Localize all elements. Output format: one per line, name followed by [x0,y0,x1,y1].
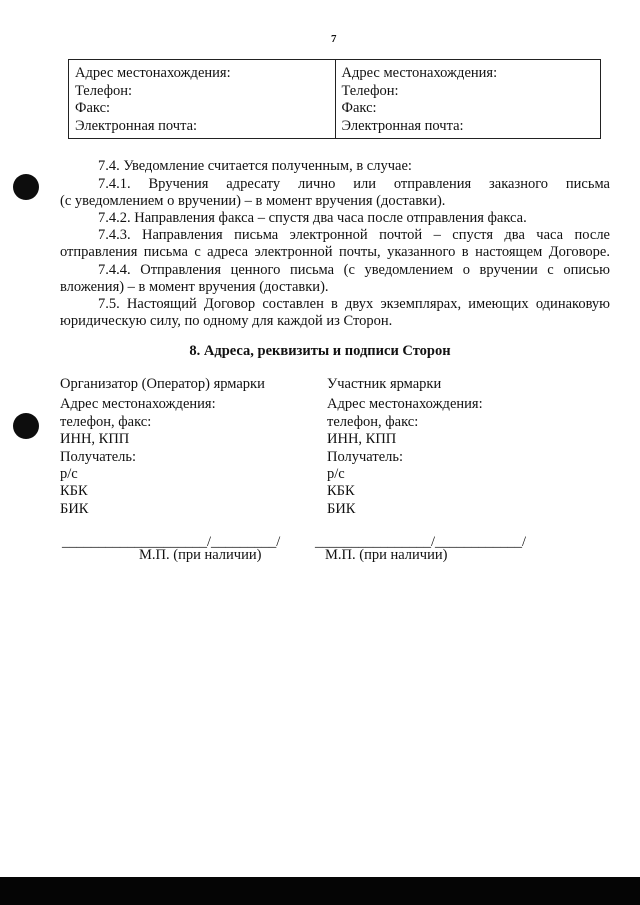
clause-7-4-3-line2: отправления письма с адреса электронной почты, указанного в настоящем Договоре. [60,244,610,260]
organizer-phone-fax: телефон, факс: [60,413,152,430]
hole-punch-bottom [13,413,39,439]
address-line: Адрес местонахождения: [75,65,231,81]
clause-7-4-1-line2: (с уведомлением о вручении) – в момент вручения (доставки). [60,193,446,209]
clause-7-4-1-line1: 7.4.1. Вручения адресату лично или отправления заказного письма [98,176,610,192]
participant-title: Участник ярмарки [327,376,442,392]
organizer-inn-kpp: ИНН, КПП [60,431,130,448]
organizer-stamp-label: М.П. (при наличии) [139,547,262,563]
clause-7-4-4-line2: вложения) – в момент вручения (доставки). [60,279,329,295]
address-table [68,59,601,139]
phone-line: Телефон: [75,82,133,99]
section-8-heading: 8. Адреса, реквизиты и подписи Сторон [189,343,451,359]
participant-phone-fax: телефон, факс: [327,413,419,430]
participant-address: Адрес местонахождения: [327,396,483,413]
organizer-bik: БИК [60,500,89,517]
organizer-title: Организатор (Оператор) ярмарки [60,376,265,392]
hole-punch-top [13,174,39,200]
organizer-recipient: Получатель: [60,448,137,465]
organizer-details [60,376,320,518]
participant-details [327,376,587,518]
participant-account: р/с [327,466,345,483]
clause-7-5-line1: 7.5. Настоящий Договор составлен в двух экземплярах, имеющих одинаковую [98,296,610,312]
participant-bik: БИК [327,500,356,517]
phone-line: Телефон: [341,82,399,99]
address-line: Адрес местонахождения: [341,65,498,81]
fax-line: Факс: [341,100,377,116]
clause-7-4: 7.4. Уведомление считается полученным, в случае: [98,158,412,174]
scan-bottom-edge [0,877,640,905]
organizer-kbk: КБК [60,483,88,500]
clause-7-4-2: 7.4.2. Направления факса – спустя два часа после отправления факса. [98,210,527,226]
email-line: Электронная почта: [341,117,464,134]
organizer-address: Адрес местонахождения: [60,396,216,413]
participant-stamp-label: М.П. (при наличии) [325,547,448,563]
participant-inn-kpp: ИНН, КПП [327,431,397,448]
participant-kbk: КБК [327,483,355,500]
clause-7-4-3-line1: 7.4.3. Направления письма электронной почтой – спустя два часа после [98,227,610,243]
fax-line: Факс: [75,100,111,116]
page-number: 7 [331,33,337,45]
clause-7-5-line2: юридическую силу, по одному для каждой из Сторон. [60,313,393,329]
address-table-left [69,60,335,138]
address-table-right [335,60,601,138]
organizer-account: р/с [60,466,78,483]
participant-signature-line: ________________/____________/ [315,534,527,550]
clause-7-4-4-line1: 7.4.4. Отправления ценного письма (с уведомлением о вручении с описью [98,262,610,278]
email-line: Электронная почта: [75,117,198,134]
participant-recipient: Получатель: [327,448,404,465]
organizer-signature-line: ____________________/_________/ [62,534,281,550]
